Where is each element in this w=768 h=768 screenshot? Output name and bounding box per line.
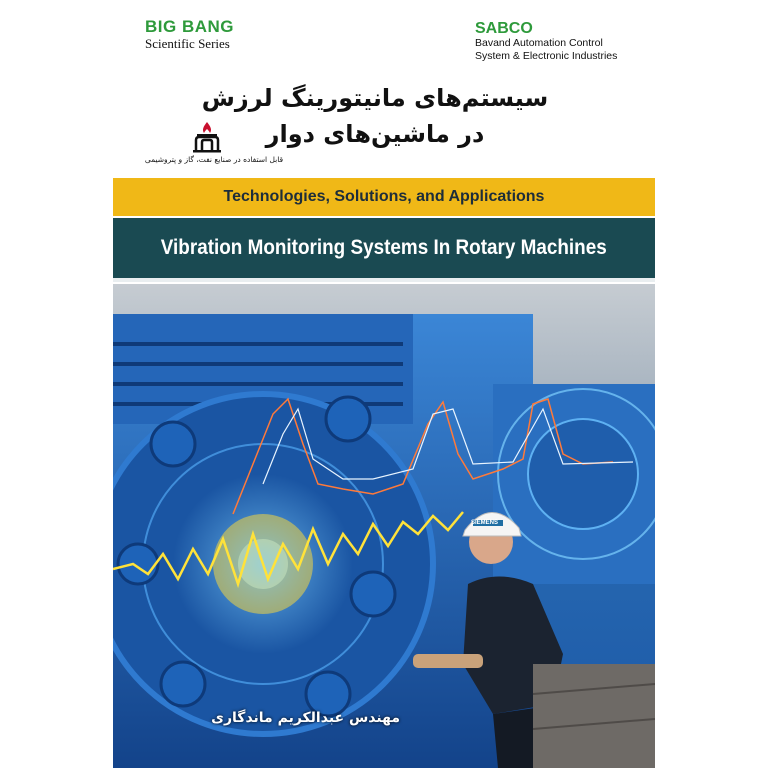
english-title-band [113,218,655,282]
publisher-left [145,18,234,52]
cover-photo [113,284,655,768]
helmet-brand: SIEMENS [471,520,499,526]
publisher-right [475,20,653,63]
book-cover [113,0,655,768]
oil-ministry-icon [191,120,223,154]
series-label: Scientific Series [145,36,230,51]
machine-illustration [113,284,655,768]
english-title-text: Vibration Monitoring Systems In Rotary Machines [161,236,607,259]
author-name: مهندس عبدالکریم ماندگاری [211,710,400,726]
big-bang-logo: BIG BANG [145,17,234,36]
sabco-logo: SABCO [475,20,533,37]
persian-title-line1: سیستم‌های مانیتورینگ لرزش [201,84,549,112]
subtitle-band [113,178,655,216]
persian-title-line2: در ماشین‌های دوار [265,120,485,148]
sabco-line1: Bavand Automation Control [475,37,603,49]
subtitle-text: Technologies, Solutions, and Applications [223,188,545,205]
sabco-line2: System & Electronic Industries [475,50,618,62]
oil-industry-note: قابل استفاده در صنایع نفت، گاز و پتروشیمی [144,155,284,164]
